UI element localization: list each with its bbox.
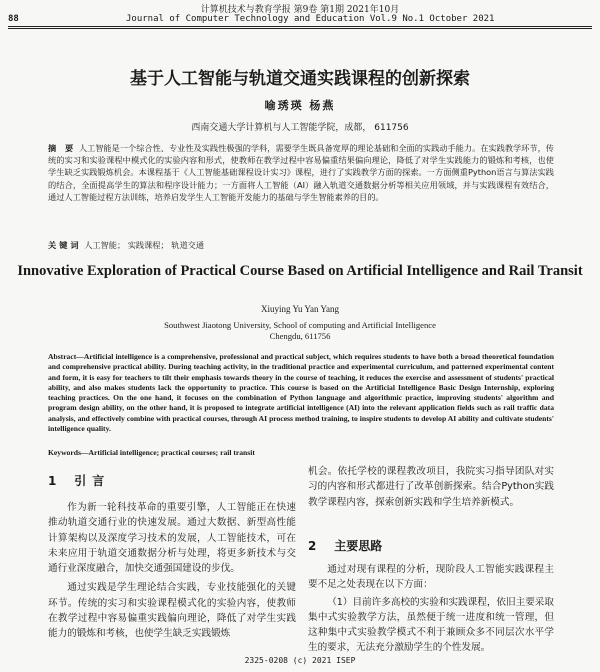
journal-header-en: Journal of Computer Technology and Education Vol.9 No.1 October 2021	[126, 14, 495, 24]
keywords-en: Keywords—Artificial intelligence; practical courses; rail transit	[48, 448, 255, 457]
abstract-cn-label: 摘 要	[48, 143, 77, 153]
journal-header-cn: 计算机技术与教育学报 第9卷 第1期 2021年10月	[200, 5, 400, 15]
header-rule-top	[8, 26, 592, 27]
section-1-number: 1	[48, 474, 57, 488]
affiliation-en	[0, 320, 600, 342]
section-2-paragraph-2: （1）目前许多高校的实验和实践课程，依旧主要采取集中式实验教学方法，虽然便于统一进度和统一管理，但这种集中式实验教学模式不利于兼顾众多不同层次水平学生的要求，无法充分激励学生的个性发展。	[308, 596, 554, 654]
section-1-paragraph-2: 通过实践是学生理论结合实践，专业技能强化的关键环节。传统的实习和实验课程模式化的实验内容，使教师在教学过程中容易偏重实践偏向理论，降低了对学生实践能力的锻炼和考核，也使学生缺乏实践锻炼	[48, 582, 296, 640]
section-1-title: 引言	[74, 474, 111, 488]
section-2-heading	[308, 537, 382, 554]
right-column-paragraph: 机会。依托学校的课程教改项目，我院实习指导团队对实习的内容和形式都进行了改革创新探索。结合Python实践教学课程内容，探索创新实践和学生培养新模式。	[308, 466, 554, 508]
section-2-paragraph-1: 通过对现有课程的分析，现阶段人工智能实践课程主要不足之处表现在以下方面：	[308, 564, 554, 591]
keywords-cn-text: 人工智能； 实践课程； 轨道交通	[84, 240, 205, 250]
keywords-cn	[48, 240, 554, 251]
page-footer: 2325-0208 (c) 2021 ISEP	[244, 656, 356, 665]
left-column	[48, 500, 296, 642]
abstract-cn-text: 人工智能是一个综合性、专业性及实践性极强的学科，需要学生既具备宽厚的理论基础和全面的实践动手能力。在实践教学环节，传统的实习和实验课程中模式化的实验内容和形式，使教师在教学过程中容易偏重结果偏向理论，降低了对学生实践能力的锻炼和考核，也使学生缺乏实践锻炼机会。本课程基于《人工智能基础课程设计实习》课程，进行了实践教学方面的探索。一方面侧重Python语言与算法实践的结合，全面提高学生的算法和程序设计能力；一方面将人工智能（AI）融入轨道交通数据分析等相关应用领域，并与实践课程有效结合，通过人工智能过程方法训练，培养启发学生人工智能开发能力的基础与学生智能素养的目的。	[48, 143, 554, 202]
keywords-cn-label: 关键词	[48, 240, 82, 250]
page-number: 88	[8, 14, 19, 24]
paper-title-cn: 基于人工智能与轨道交通实践课程的创新探索	[130, 69, 470, 89]
right-column-top	[308, 464, 554, 510]
paper-title-en: Innovative Exploration of Practical Course Based on Artificial Intelligence and Rail Transit	[17, 263, 583, 279]
section-2-title: 主要思路	[334, 539, 383, 553]
right-column-body	[308, 562, 554, 656]
authors-cn: 喻琇瑛 杨燕	[264, 99, 336, 112]
affiliation-en-line1: Southwest Jiaotong University, School of computing and Artificial Intelligence	[164, 320, 436, 330]
section-2-number: 2	[308, 539, 317, 553]
abstract-cn	[48, 142, 554, 203]
abstract-en: Abstract—Artificial intelligence is a comprehensive, professional and practical subject, which requires students to have both a broad theoretical foundation and comprehensive practical ability. During teaching activity, in the traditional practice and experimental curriculum, and patterned experimental content and form, it is easy for teachers to tilt their emphasis towards theory in the course of teaching, it reduces the exercise and assessment of students' practical ability, and also makes students lack the opportunity to practice. This course is based on the Artificial Intelligence Basic Design Internship, exploring teaching practices. On the one hand, it focuses on the combination of Python language and algorithmic practice, improving students' algorithm and program design ability, on the other hand, it is proposed to integrate artificial intelligence (AI) into the relevant application fields such as rail traffic data analysis, and effectively combine with practical courses, through AI process method training, to inspire students to develop AI ability and cultivate students' intelligence quality.	[48, 352, 554, 434]
affiliation-en-line2: Chengdu, 611756	[269, 331, 331, 341]
section-1-heading	[48, 472, 110, 489]
section-1-paragraph-1: 作为新一轮科技革命的重要引擎，人工智能正在快速推动轨道交通行业的快速发展。通过大数据、新型高性能计算架构以及深度学习技术的发展，人工智能技术，可在未来应用于轨道交通数据分析与处理，将更多新技术与交通行业深度融合，加快交通强国建设的步伐。	[48, 502, 296, 575]
header-rule-bottom	[8, 28, 592, 29]
affiliation-cn: 西南交通大学计算机与人工智能学院，成都， 611756	[191, 123, 409, 133]
authors-en: Xiuying Yu Yan Yang	[261, 304, 339, 314]
